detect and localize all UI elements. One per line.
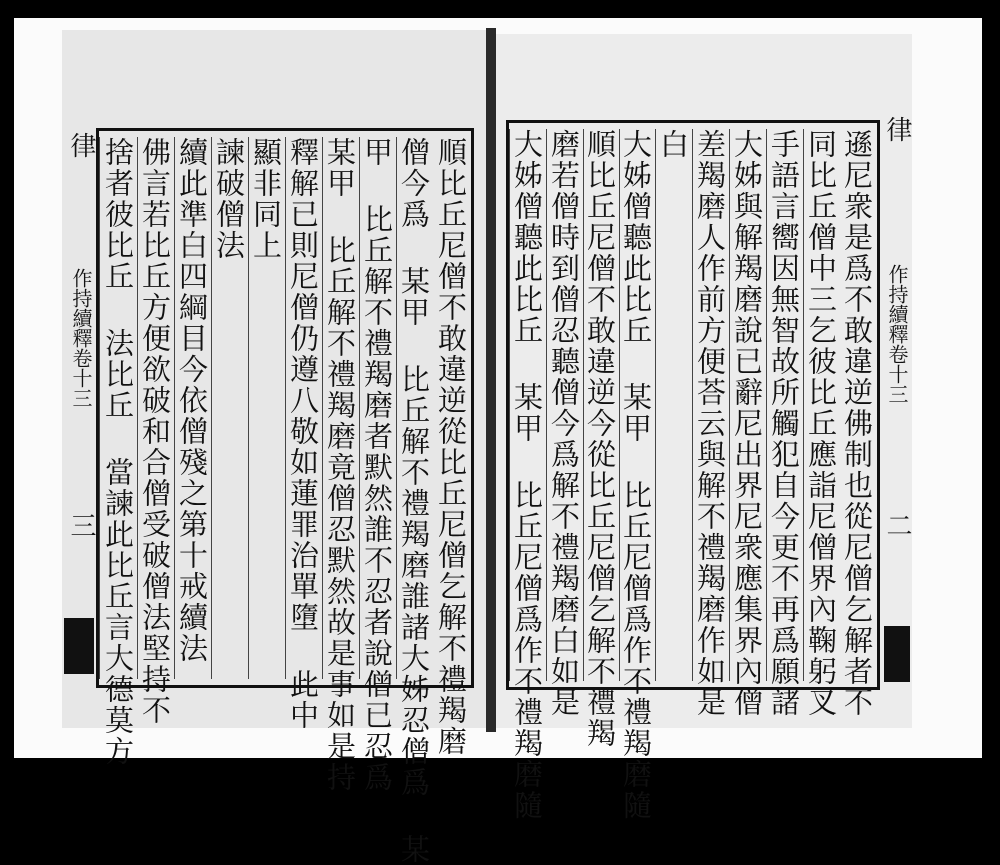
right-edge-label: 律 xyxy=(882,116,912,142)
left-edge-subtitle: 作持續釋卷十三 xyxy=(69,268,93,408)
text-column: 僧今爲 某甲 比丘解不禮羯磨誰諸大姊忍僧爲 某 xyxy=(396,137,434,679)
text-column: 佛言若比丘方便欲破和合僧受破僧法堅持不 xyxy=(137,137,175,679)
right-text-frame xyxy=(506,120,880,821)
text-column: 捨者彼比丘 法比丘 當諫此比丘言大德莫方 xyxy=(99,137,138,679)
text-column: 某甲 比丘解不禮羯磨竟僧忍默然故是事如是持 xyxy=(322,137,360,679)
text-column: 大姊與解羯磨說已辭尼出界尼衆應集界內僧 xyxy=(729,129,767,681)
text-column: 續此準白四綱目今依僧殘之第十戒續法 xyxy=(174,137,212,679)
text-column: 甲 比丘解不禮羯磨者默然誰不忍者說僧已忍爲 xyxy=(359,137,397,679)
text-column: 差羯磨人作前方便荅云與解不禮羯磨作如是 xyxy=(692,129,730,681)
right-edge-subtitle: 作持續釋卷十三 xyxy=(885,264,909,404)
text-column: 白 xyxy=(655,129,693,681)
left-edge-label: 律 xyxy=(66,132,96,158)
text-column: 大姊僧聽此比丘 某甲 比丘尼僧爲作不禮羯磨隨 xyxy=(619,129,656,681)
left-edge-tab xyxy=(64,618,94,674)
left-edge-number: 三 xyxy=(66,512,96,538)
right-edge-number: 二 xyxy=(882,512,912,538)
text-column: 同比丘僧中三乞彼比丘應詣尼僧界內鞠躬叉 xyxy=(803,129,841,681)
right-edge-tab xyxy=(884,626,910,682)
text-column: 順比丘尼僧不敢違逆從比丘尼僧乞解不禮羯磨 xyxy=(434,137,468,757)
text-column: 順比丘尼僧不敢違逆今從比丘尼僧乞解不禮羯 xyxy=(583,129,620,681)
text-column: 大姊僧聽此比丘 某甲 比丘尼僧爲作不禮羯磨隨 xyxy=(509,129,547,681)
text-column: 手語言嚮因無智故所觸犯自今更不再爲願諸 xyxy=(766,129,804,681)
text-column: 遜尼衆是爲不敢違逆佛制也從尼僧乞解者不 xyxy=(840,129,874,718)
text-column: 釋解已則尼僧仍遵八敬如蓮罪治單墮 此中 xyxy=(285,137,323,679)
text-column: 顯非同上 xyxy=(248,137,286,679)
book-gutter xyxy=(486,28,496,732)
text-column: 諫破僧法 xyxy=(211,137,249,679)
text-column: 磨若僧時到僧忍聽僧今爲解不禮羯磨白如是 xyxy=(546,129,584,681)
left-text-frame xyxy=(96,128,474,865)
